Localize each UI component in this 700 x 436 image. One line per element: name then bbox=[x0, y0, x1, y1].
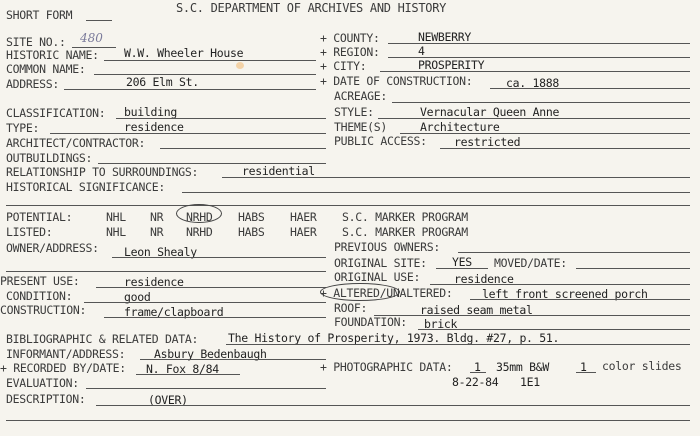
photo-bw-qty: 1 bbox=[474, 360, 481, 374]
owner-label: OWNER/ADDRESS: bbox=[6, 241, 99, 255]
potential-nrhd: NRHD bbox=[186, 210, 213, 224]
short-form-label: SHORT FORM bbox=[6, 8, 73, 22]
address-value: 206 Elm St. bbox=[126, 75, 199, 89]
listed-habs: HABS bbox=[238, 225, 265, 239]
photo-color-qty: 1 bbox=[580, 360, 587, 374]
potential-marker: S.C. MARKER PROGRAM bbox=[342, 210, 468, 224]
potential-haer: HAER bbox=[290, 210, 317, 224]
photo-bw-label: 35mm B&W bbox=[496, 360, 549, 374]
theme-value: Architecture bbox=[420, 120, 500, 134]
historic-name-value: W.W. Wheeler House bbox=[124, 46, 244, 60]
acreage-label: ACREAGE: bbox=[334, 89, 387, 103]
listed-nhl: NHL bbox=[106, 225, 126, 239]
county-label: + COUNTY: bbox=[320, 31, 380, 45]
roof-label: ROOF: bbox=[334, 301, 368, 315]
relationship-value: residential bbox=[242, 164, 315, 178]
altered-circle bbox=[320, 283, 400, 301]
listed-nr: NR bbox=[150, 225, 164, 239]
listed-haer: HAER bbox=[290, 225, 317, 239]
style-label: STYLE: bbox=[334, 105, 374, 119]
potential-habs: HABS bbox=[238, 210, 265, 224]
type-value: residence bbox=[124, 120, 184, 134]
photographic-label: + PHOTOGRAPHIC DATA: bbox=[320, 360, 453, 374]
relationship-label: RELATIONSHIP TO SURROUNDINGS: bbox=[6, 165, 199, 179]
potential-nr: NR bbox=[150, 210, 164, 224]
outbuildings-label: OUTBUILDINGS: bbox=[6, 151, 93, 165]
foundation-label: FOUNDATION: bbox=[334, 315, 407, 329]
description-label: DESCRIPTION: bbox=[6, 392, 86, 406]
city-value: PROSPERITY bbox=[418, 58, 485, 72]
theme-label: THEME(S) bbox=[334, 120, 387, 134]
region-label: + REGION: bbox=[320, 45, 380, 59]
original-use-value: residence bbox=[454, 272, 514, 286]
listed-marker: S.C. MARKER PROGRAM bbox=[342, 225, 468, 239]
bibliographic-value: The History of Prosperity, 1973. Bldg. #27, p. 51. bbox=[228, 331, 560, 345]
photo-roll: 1E1 bbox=[520, 375, 540, 389]
date-construction-label: + DATE OF CONSTRUCTION: bbox=[320, 74, 473, 88]
moved-date-label: MOVED/DATE: bbox=[494, 256, 567, 270]
common-name-label: COMMON NAME: bbox=[6, 62, 86, 76]
recorded-label: + RECORDED BY/DATE: bbox=[0, 361, 126, 375]
roof-value: raised seam metal bbox=[420, 303, 533, 317]
historic-name-label: HISTORIC NAME: bbox=[6, 48, 99, 62]
county-value: NEWBERRY bbox=[418, 30, 471, 44]
listed-label: LISTED: bbox=[6, 225, 53, 239]
photo-date: 8-22-84 bbox=[452, 375, 499, 389]
city-label: + CITY: bbox=[320, 59, 367, 73]
historical-significance-label: HISTORICAL SIGNIFICANCE: bbox=[6, 180, 165, 194]
type-label: TYPE: bbox=[6, 121, 40, 135]
evaluation-label: EVALUATION: bbox=[6, 376, 79, 390]
construction-label: CONSTRUCTION: bbox=[0, 303, 87, 317]
form-title: S.C. DEPARTMENT OF ARCHIVES AND HISTORY bbox=[176, 1, 447, 15]
architect-label: ARCHITECT/CONTRACTOR: bbox=[6, 136, 146, 150]
condition-label: CONDITION: bbox=[6, 289, 73, 303]
potential-nhl: NHL bbox=[106, 210, 126, 224]
style-value: Vernacular Queen Anne bbox=[420, 105, 560, 119]
potential-label: POTENTIAL: bbox=[6, 210, 73, 224]
photo-color-label: color slides bbox=[602, 359, 682, 373]
present-use-label: PRESENT USE: bbox=[0, 274, 80, 288]
classification-value: building bbox=[124, 105, 177, 119]
classification-label: CLASSIFICATION: bbox=[6, 106, 106, 120]
condition-value: good bbox=[124, 290, 151, 304]
listed-nrhd: NRHD bbox=[186, 225, 213, 239]
region-value: 4 bbox=[418, 44, 425, 58]
date-construction-value: ca. 1888 bbox=[506, 76, 559, 90]
public-access-value: restricted bbox=[454, 135, 521, 149]
site-no-label: SITE NO.: bbox=[6, 35, 66, 49]
previous-owners-label: PREVIOUS OWNERS: bbox=[334, 240, 440, 254]
altered-value: left front screened porch bbox=[482, 287, 648, 301]
construction-value: frame/clapboard bbox=[124, 305, 224, 319]
bibliographic-label: BIBLIOGRAPHIC & RELATED DATA: bbox=[6, 332, 199, 346]
description-value: (OVER) bbox=[148, 393, 188, 407]
nrhd-circle bbox=[176, 204, 222, 223]
altered-label: + ALTERED/UNALTERED: bbox=[320, 286, 453, 300]
original-site-label: ORIGINAL SITE: bbox=[334, 256, 427, 270]
original-use-label: ORIGINAL USE: bbox=[334, 270, 421, 284]
public-access-label: PUBLIC ACCESS: bbox=[334, 134, 427, 148]
foundation-value: brick bbox=[424, 317, 458, 331]
site-no-value: 480 bbox=[80, 31, 103, 45]
informant-label: INFORMANT/ADDRESS: bbox=[6, 347, 126, 361]
present-use-value: residence bbox=[124, 275, 184, 289]
original-site-value: YES bbox=[452, 255, 472, 269]
recorded-value: N. Fox 8/84 bbox=[146, 362, 219, 376]
owner-value: Leon Shealy bbox=[124, 245, 197, 259]
informant-value: Asbury Bedenbaugh bbox=[154, 347, 267, 361]
address-label: ADDRESS: bbox=[6, 77, 59, 91]
